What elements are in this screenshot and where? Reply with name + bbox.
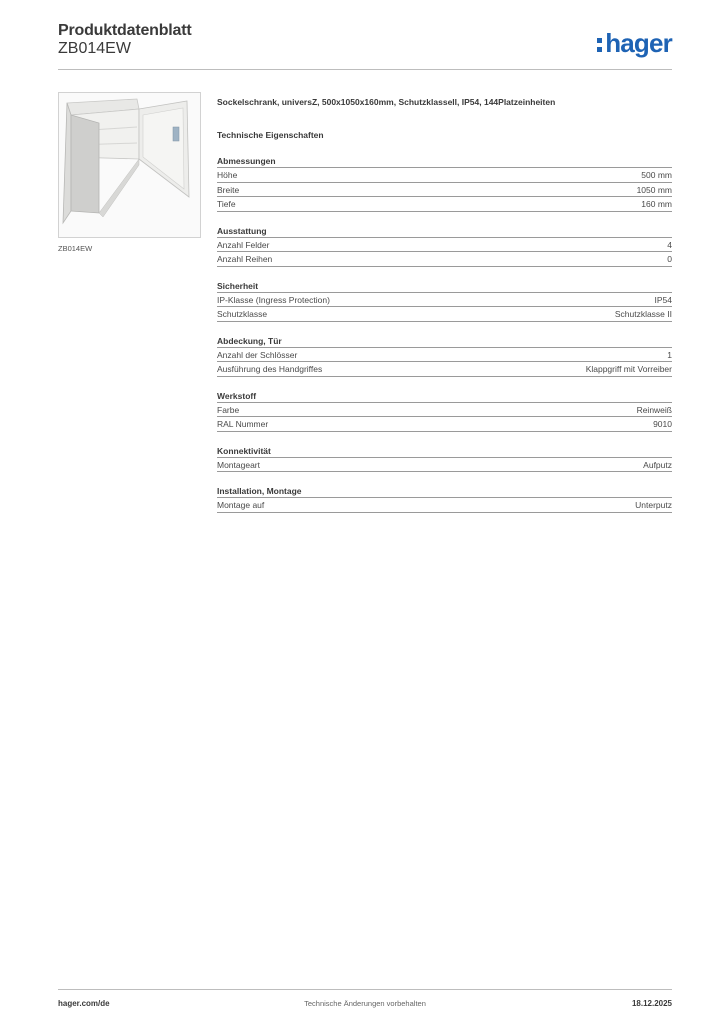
hager-logo xyxy=(597,28,672,58)
spec-value: 9010 xyxy=(653,419,672,429)
product-code: ZB014EW xyxy=(58,40,131,57)
footer-date: 18.12.2025 xyxy=(631,999,672,1008)
spec-label: Farbe xyxy=(217,404,240,415)
spec-label: Ausführung des Handgriffes xyxy=(217,364,323,374)
spec-label: Montage auf xyxy=(217,500,265,510)
section-abmessungen xyxy=(217,156,672,212)
section-title: Konnektivität xyxy=(217,446,672,458)
spec-value: 1050 mm xyxy=(636,184,672,195)
section-sicherheit xyxy=(217,281,672,322)
product-description: Sockelschrank, universZ, 500x1050x160mm, Schutzklassell, IP54, 144Platzeinheiten xyxy=(217,97,556,107)
document-title: Produktdatenblatt xyxy=(58,22,192,39)
section-title: Abmessungen xyxy=(217,156,672,168)
spec-label: Tiefe xyxy=(217,199,236,209)
spec-label: Höhe xyxy=(217,170,238,180)
section-konnektivitaet xyxy=(217,446,672,473)
spec-label: Anzahl Reihen xyxy=(217,254,273,264)
spec-row xyxy=(217,458,672,473)
spec-value: 500 mm xyxy=(641,170,672,180)
spec-row xyxy=(217,252,672,267)
spec-value: 160 mm xyxy=(641,199,672,209)
spec-row xyxy=(217,183,672,198)
spec-label: RAL Nummer xyxy=(217,419,269,429)
spec-value: Reinweiß xyxy=(636,404,672,415)
spec-value: 4 xyxy=(667,239,672,250)
spec-label: Anzahl der Schlösser xyxy=(217,349,298,360)
section-abdeckung-tuer xyxy=(217,336,672,377)
logo-text: hager xyxy=(605,27,672,58)
spec-value: 0 xyxy=(667,254,672,264)
spec-value: Aufputz xyxy=(643,459,672,470)
spec-value: Klappgriff mit Vorreiber xyxy=(585,364,672,374)
section-title: Werkstoff xyxy=(217,391,672,403)
section-title: Sicherheit xyxy=(217,281,672,293)
spec-value: IP54 xyxy=(654,294,672,305)
spec-label: Anzahl Felder xyxy=(217,239,270,250)
footer-website-link[interactable]: hager.com/de xyxy=(58,999,110,1008)
spec-row xyxy=(217,197,672,212)
spec-value: 1 xyxy=(667,349,672,360)
spec-label: Schutzklasse xyxy=(217,309,268,319)
footer-notice: Technische Änderungen vorbehalten xyxy=(304,999,426,1008)
spec-label: Breite xyxy=(217,184,240,195)
spec-row xyxy=(217,307,672,322)
page-header xyxy=(58,20,672,70)
section-werkstoff xyxy=(217,391,672,432)
cabinet-illustration xyxy=(59,93,200,237)
spec-value: Unterputz xyxy=(635,500,672,510)
spec-row xyxy=(217,168,672,183)
spec-label: Montageart xyxy=(217,459,260,470)
product-details xyxy=(217,96,672,513)
image-caption: ZB014EW xyxy=(58,244,93,253)
spec-value: Schutzklasse II xyxy=(614,309,672,319)
spec-row xyxy=(217,362,672,377)
spec-row xyxy=(217,293,672,308)
logo-colon-icon xyxy=(597,38,602,52)
section-title: Abdeckung, Tür xyxy=(217,336,672,348)
section-title: Ausstattung xyxy=(217,226,672,238)
section-title: Installation, Montage xyxy=(217,486,672,498)
section-ausstattung xyxy=(217,226,672,267)
spec-row xyxy=(217,348,672,363)
spec-row xyxy=(217,498,672,513)
technical-properties-heading: Technische Eigenschaften xyxy=(217,130,324,140)
section-installation-montage xyxy=(217,486,672,513)
spec-row xyxy=(217,403,672,418)
product-image xyxy=(58,92,201,238)
spec-row xyxy=(217,238,672,253)
page-footer xyxy=(58,989,672,1009)
spec-row xyxy=(217,417,672,432)
spec-label: IP-Klasse (Ingress Protection) xyxy=(217,294,330,305)
